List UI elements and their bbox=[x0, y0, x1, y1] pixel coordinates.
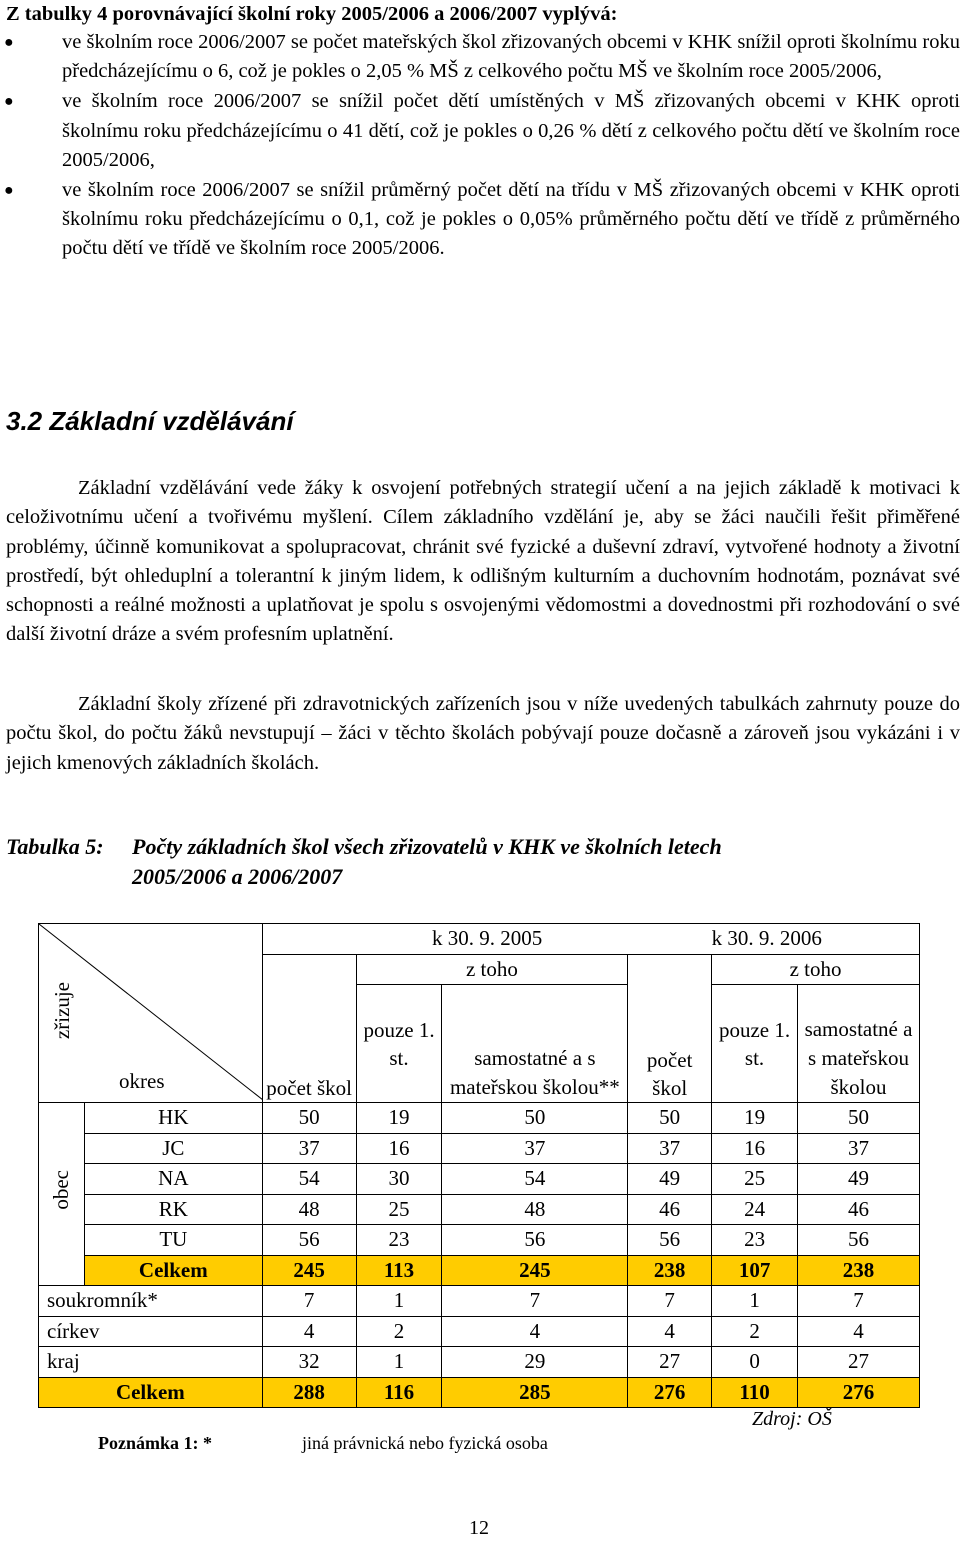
zrizovatel-cell: soukromník* bbox=[39, 1286, 263, 1317]
value-cell: 49 bbox=[628, 1164, 712, 1195]
value-cell: 56 bbox=[442, 1225, 628, 1256]
value-cell: 54 bbox=[262, 1164, 356, 1195]
value-cell: 48 bbox=[442, 1194, 628, 1225]
note-label: Poznámka 1: * bbox=[98, 1433, 212, 1453]
bullet-icon: ● bbox=[4, 34, 14, 51]
pouze-1st-header: pouze 1. st. bbox=[356, 985, 442, 1103]
samostatne-header: samostatné a s mateřskou školou bbox=[798, 985, 920, 1103]
table-caption bbox=[6, 832, 722, 892]
intro-heading: Z tabulky 4 porovnávající školní roky 2005/2006 a 2006/2007 vyplývá: bbox=[6, 3, 618, 25]
value-cell: 285 bbox=[442, 1377, 628, 1408]
zrizuje-label: zřizuje bbox=[49, 982, 74, 1040]
obec-label: obec bbox=[48, 1170, 73, 1210]
value-cell: 4 bbox=[628, 1316, 712, 1347]
value-cell: 23 bbox=[712, 1225, 798, 1256]
period-header: k 30. 9. 2005 bbox=[262, 924, 711, 955]
table-row bbox=[39, 1286, 920, 1317]
value-cell: 4 bbox=[262, 1316, 356, 1347]
value-cell: 16 bbox=[712, 1133, 798, 1164]
bullet-icon: ● bbox=[4, 93, 14, 111]
page-number: 12 bbox=[469, 1517, 489, 1539]
value-cell: 27 bbox=[628, 1347, 712, 1378]
zrizovatel-cell: církev bbox=[39, 1316, 263, 1347]
pocet-skol-header: počet škol bbox=[262, 985, 356, 1103]
okres-cell: JC bbox=[84, 1133, 262, 1164]
value-cell: 116 bbox=[356, 1377, 442, 1408]
section-title: 3.2 Základní vzdělávání bbox=[6, 406, 294, 436]
value-cell: 245 bbox=[442, 1255, 628, 1286]
value-cell: 50 bbox=[442, 1103, 628, 1134]
value-cell: 110 bbox=[712, 1377, 798, 1408]
value-cell: 238 bbox=[798, 1255, 920, 1286]
value-cell: 1 bbox=[712, 1286, 798, 1317]
value-cell: 37 bbox=[262, 1133, 356, 1164]
table-caption-line2: 2005/2006 a 2006/2007 bbox=[132, 864, 343, 889]
okres-cell: NA bbox=[84, 1164, 262, 1195]
value-cell: 50 bbox=[262, 1103, 356, 1134]
table-row bbox=[39, 1225, 920, 1256]
bullet-text: ve školním roce 2006/2007 se počet mateřských škol zřizovaných obcemi v KHK snížil oproti školnímu roku předcházejícímu o 6, což je pokles o 2,05 % MŠ z celkového počtu MŠ ve školním roce 2005/2006, bbox=[62, 31, 960, 83]
value-cell: 107 bbox=[712, 1255, 798, 1286]
subtotal-row bbox=[39, 1255, 920, 1286]
schools-table bbox=[38, 923, 920, 1408]
obec-group-cell bbox=[39, 1103, 85, 1286]
table-caption-line1: Počty základních škol všech zřizovatelů v KHK ve školních letech bbox=[132, 834, 722, 859]
value-cell: 25 bbox=[356, 1194, 442, 1225]
value-cell: 19 bbox=[356, 1103, 442, 1134]
bullet-text: ve školním roce 2006/2007 se snížil průměrný počet dětí na třídu v MŠ zřizovaných obcemi v KHK oproti školnímu roku předcházejícímu o 0,1, což je pokles o 0,05% průměrného počtu dětí ve třídě z průměrného počtu dětí ve třídě ve školním roce 2005/2006. bbox=[62, 179, 960, 260]
value-cell: 56 bbox=[798, 1225, 920, 1256]
value-cell: 2 bbox=[356, 1316, 442, 1347]
value-cell: 30 bbox=[356, 1164, 442, 1195]
value-cell: 19 bbox=[712, 1103, 798, 1134]
zrizovatel-cell: kraj bbox=[39, 1347, 263, 1378]
value-cell: 2 bbox=[712, 1316, 798, 1347]
value-cell: 113 bbox=[356, 1255, 442, 1286]
value-cell: 4 bbox=[442, 1316, 628, 1347]
okres-cell: HK bbox=[84, 1103, 262, 1134]
okres-cell: TU bbox=[84, 1225, 262, 1256]
bullet-item bbox=[0, 28, 960, 86]
value-cell: 54 bbox=[442, 1164, 628, 1195]
value-cell: 1 bbox=[356, 1286, 442, 1317]
value-cell: 32 bbox=[262, 1347, 356, 1378]
value-cell: 7 bbox=[262, 1286, 356, 1317]
table-row bbox=[39, 1194, 920, 1225]
bullet-list bbox=[0, 28, 960, 264]
value-cell: 37 bbox=[628, 1133, 712, 1164]
table-row bbox=[39, 1316, 920, 1347]
subtotal-label: Celkem bbox=[84, 1255, 262, 1286]
value-cell: 238 bbox=[628, 1255, 712, 1286]
z-toho-header: z toho bbox=[712, 954, 920, 985]
note-text: jiná právnická nebo fyzická osoba bbox=[302, 1433, 548, 1453]
value-cell: 16 bbox=[356, 1133, 442, 1164]
okres-label: okres bbox=[119, 1069, 165, 1093]
value-cell: 1 bbox=[356, 1347, 442, 1378]
value-cell: 29 bbox=[442, 1347, 628, 1378]
value-cell: 245 bbox=[262, 1255, 356, 1286]
value-cell: 7 bbox=[798, 1286, 920, 1317]
value-cell: 276 bbox=[628, 1377, 712, 1408]
table-caption-label: Tabulka 5: bbox=[6, 834, 104, 859]
z-toho-header: z toho bbox=[356, 954, 628, 985]
okres-cell: RK bbox=[84, 1194, 262, 1225]
value-cell: 288 bbox=[262, 1377, 356, 1408]
value-cell: 23 bbox=[356, 1225, 442, 1256]
table-row bbox=[39, 1103, 920, 1134]
value-cell: 49 bbox=[798, 1164, 920, 1195]
pocet-skol-header: počet škol bbox=[628, 985, 712, 1103]
value-cell: 4 bbox=[798, 1316, 920, 1347]
paragraph: Základní vzdělávání vede žáky k osvojení potřebných strategií učení a na jejich základě k motivaci k celoživotnímu učení a tvořivému myšlení. Cílem základního vzdělání je, aby se žáci naučili řešit přiměřené problémy, účinně komunikovat a spolupracovat, chránit své fyzické a duševní zdraví, vytvořené hodnoty a životní prostředí, být ohleduplní a tolerantní k jiným lidem, k odlišným kulturním a duchovním hodnotám, poznávat své schopnosti a reálné možnosti a uplatňovat je spolu s osvojenými vědomostmi a dovednostmi při rozhodování o své další životní dráze a svém profesním uplatnění. bbox=[6, 477, 960, 646]
value-cell: 27 bbox=[798, 1347, 920, 1378]
value-cell: 37 bbox=[442, 1133, 628, 1164]
value-cell: 46 bbox=[798, 1194, 920, 1225]
table-row bbox=[39, 1133, 920, 1164]
table-row bbox=[39, 1347, 920, 1378]
period-header: k 30. 9. 2006 bbox=[712, 924, 920, 955]
bullet-item bbox=[0, 176, 960, 264]
value-cell: 276 bbox=[798, 1377, 920, 1408]
value-cell: 48 bbox=[262, 1194, 356, 1225]
table-corner bbox=[39, 924, 263, 1103]
value-cell: 56 bbox=[628, 1225, 712, 1256]
bullet-text: ve školním roce 2006/2007 se snížil počet dětí umístěných v MŠ zřizovaných obcemi v KHK oproti školnímu roku předcházejícímu o 41 dětí, což je pokles o 0,26 % dětí z celkového počtu dětí ve školním roce 2005/2006, bbox=[62, 90, 960, 171]
bullet-icon: ● bbox=[4, 182, 14, 200]
value-cell: 0 bbox=[712, 1347, 798, 1378]
table-row bbox=[39, 1164, 920, 1195]
value-cell: 24 bbox=[712, 1194, 798, 1225]
pouze-1st-header: pouze 1. st. bbox=[712, 985, 798, 1103]
value-cell: 56 bbox=[262, 1225, 356, 1256]
value-cell: 7 bbox=[442, 1286, 628, 1317]
samostatne-header: samostatné a s mateřskou školou** bbox=[442, 985, 628, 1103]
value-cell: 7 bbox=[628, 1286, 712, 1317]
bullet-item bbox=[0, 87, 960, 175]
paragraph: Základní školy zřízené při zdravotnických zařízeních jsou v níže uvedených tabulkách zahrnuty pouze do počtu škol, do počtu žáků nevstupují – žáci v těchto školách pobývají pouze dočasně a zároveň jsou vykázáni i v jejich kmenových základních školách. bbox=[6, 693, 960, 774]
value-cell: 50 bbox=[628, 1103, 712, 1134]
total-row bbox=[39, 1377, 920, 1408]
total-label: Celkem bbox=[39, 1377, 263, 1408]
value-cell: 46 bbox=[628, 1194, 712, 1225]
source-note: Zdroj: OŠ bbox=[752, 1408, 832, 1430]
value-cell: 25 bbox=[712, 1164, 798, 1195]
value-cell: 50 bbox=[798, 1103, 920, 1134]
value-cell: 37 bbox=[798, 1133, 920, 1164]
